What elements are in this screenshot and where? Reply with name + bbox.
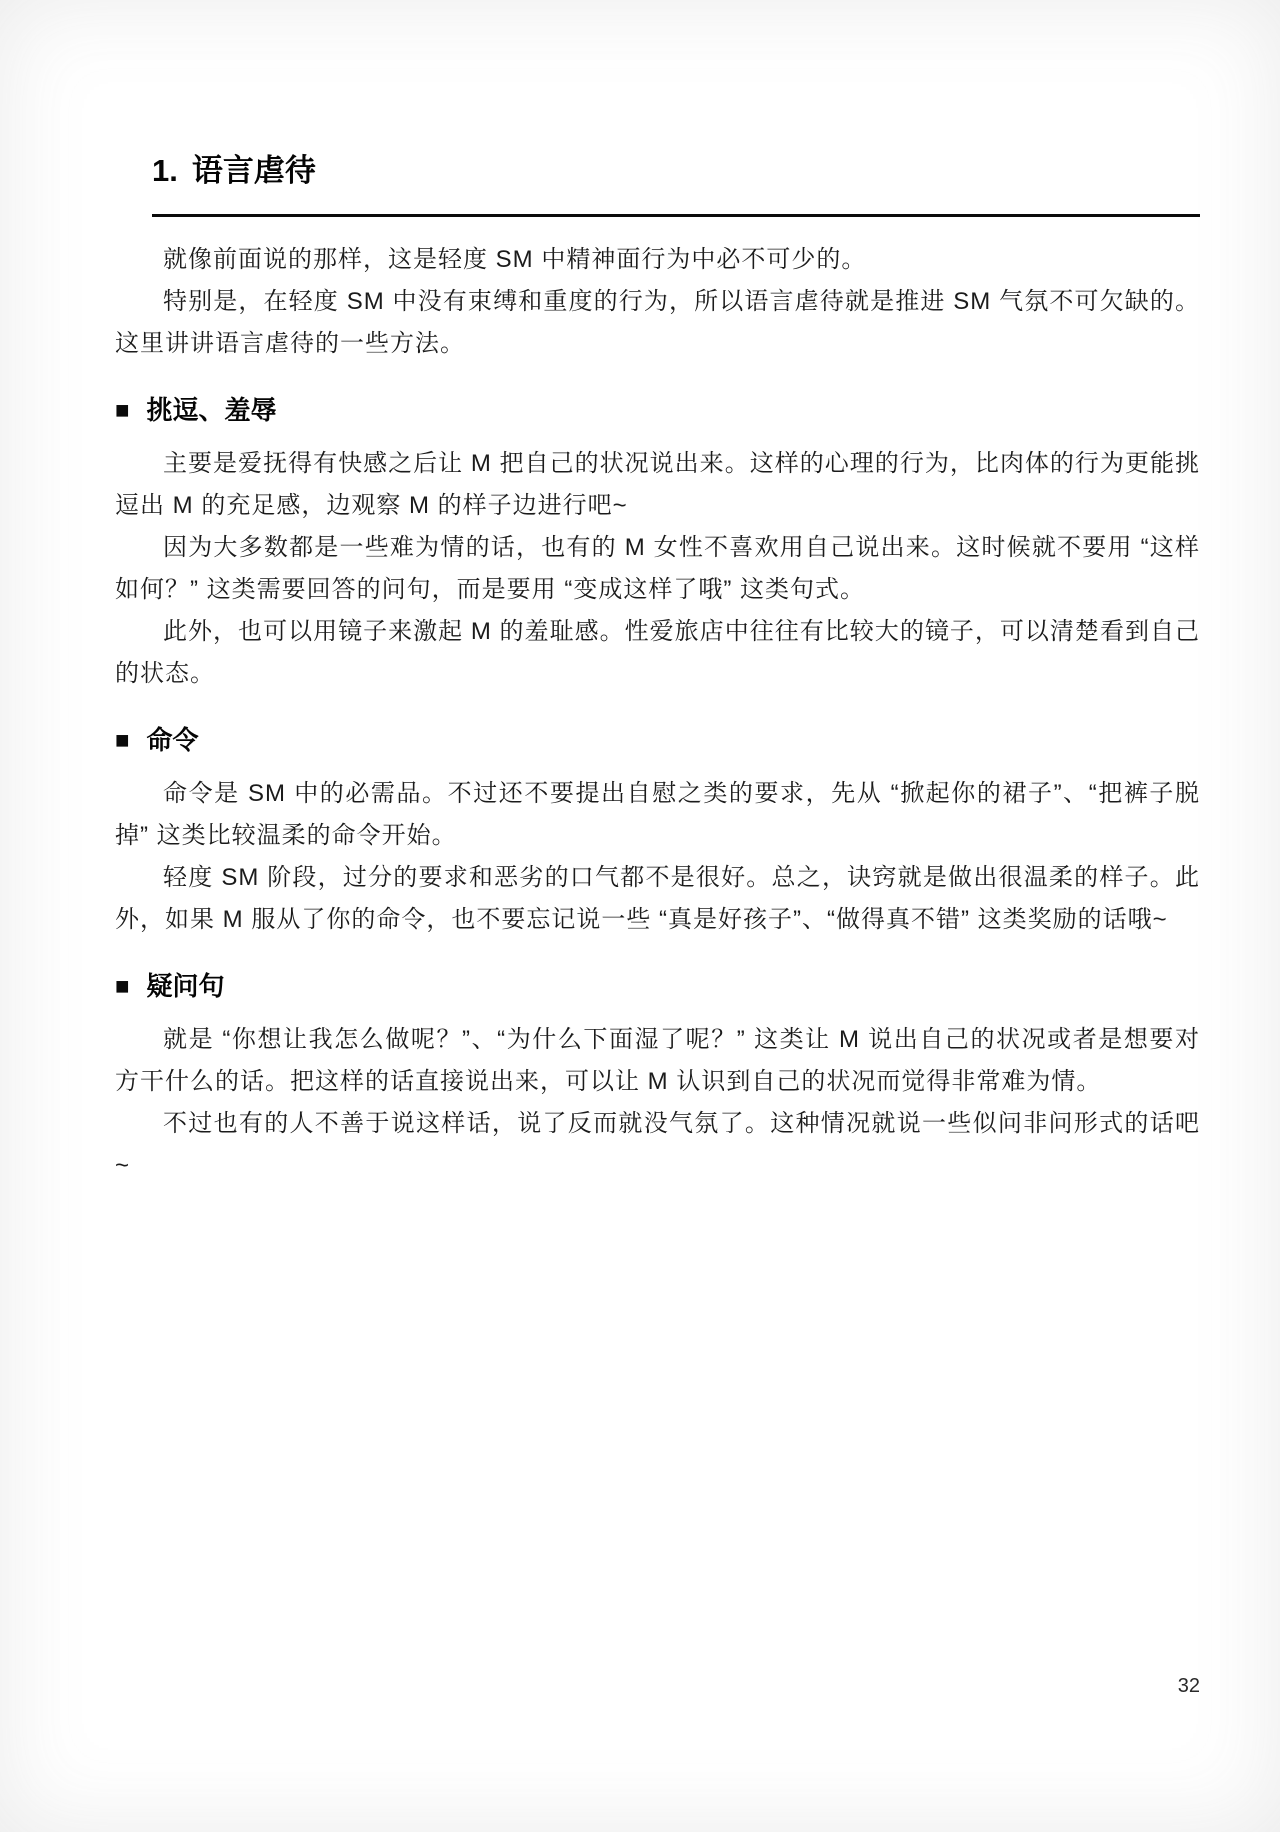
- body-paragraph: 不过也有的人不善于说这样话，说了反而就没气氛了。这种情况就说一些似问非问形式的话吧~: [115, 1109, 1200, 1179]
- intro-paragraph: 特别是，在轻度 SM 中没有束缚和重度的行为，所以语言虐待就是推进 SM 气氛不可欠缺的。这里讲讲语言虐待的一些方法。: [115, 287, 1200, 357]
- section-teasing-humiliation: [115, 387, 1200, 695]
- body-paragraph: 命令是 SM 中的必需品。不过还不要提出自慰之类的要求，先从 “掀起你的裙子”、“把裤子脱掉” 这类比较温柔的命令开始。: [115, 779, 1200, 849]
- body-paragraph: 就是 “你想让我怎么做呢？”、“为什么下面湿了呢？” 这类让 M 说出自己的状况或者是想要对方干什么的话。把这样的话直接说出来，可以让 M 认识到自己的状况而觉得非常难为情。: [115, 1025, 1200, 1095]
- section-heading: [115, 387, 1200, 433]
- section-commands: [115, 717, 1200, 941]
- section-heading: [115, 717, 1200, 763]
- section-heading-label: 挑逗、羞辱: [146, 394, 277, 425]
- body-paragraph: 主要是爱抚得有快感之后让 M 把自己的状况说出来。这样的心理的行为，比肉体的行为更能挑逗出 M 的充足感，边观察 M 的样子边进行吧~: [115, 449, 1200, 519]
- document-body: [115, 239, 1200, 1187]
- body-paragraph: 因为大多数都是一些难为情的话，也有的 M 女性不喜欢用自己说出来。这时候就不要用 “这样如何？” 这类需要回答的问句，而是要用 “变成这样了哦” 这类句式。: [115, 533, 1200, 603]
- body-paragraph: 轻度 SM 阶段，过分的要求和恶劣的口气都不是很好。总之，诀窍就是做出很温柔的样子。此外，如果 M 服从了你的命令，也不要忘记说一些 “真是好孩子”、“做得真不错” 这类奖励的话哦~: [115, 863, 1200, 933]
- title-number: 1.: [152, 152, 178, 188]
- section-heading-label: 命令: [146, 724, 199, 755]
- section-heading-label: 疑问句: [146, 970, 225, 1001]
- square-bullet-icon: ■: [115, 726, 130, 754]
- page-title: [152, 149, 1200, 193]
- square-bullet-icon: ■: [115, 396, 130, 424]
- body-paragraph: 此外，也可以用镜子来激起 M 的羞耻感。性爱旅店中往往有比较大的镜子，可以清楚看到自己的状态。: [115, 617, 1200, 687]
- section-questions: [115, 963, 1200, 1187]
- square-bullet-icon: ■: [115, 972, 130, 1000]
- title-text: 语言虐待: [191, 152, 316, 188]
- title-underline: [152, 214, 1200, 217]
- page-number: 32: [1177, 1675, 1200, 1697]
- intro-paragraph: 就像前面说的那样，这是轻度 SM 中精神面行为中必不可少的。: [163, 245, 867, 273]
- section-heading: [115, 963, 1200, 1009]
